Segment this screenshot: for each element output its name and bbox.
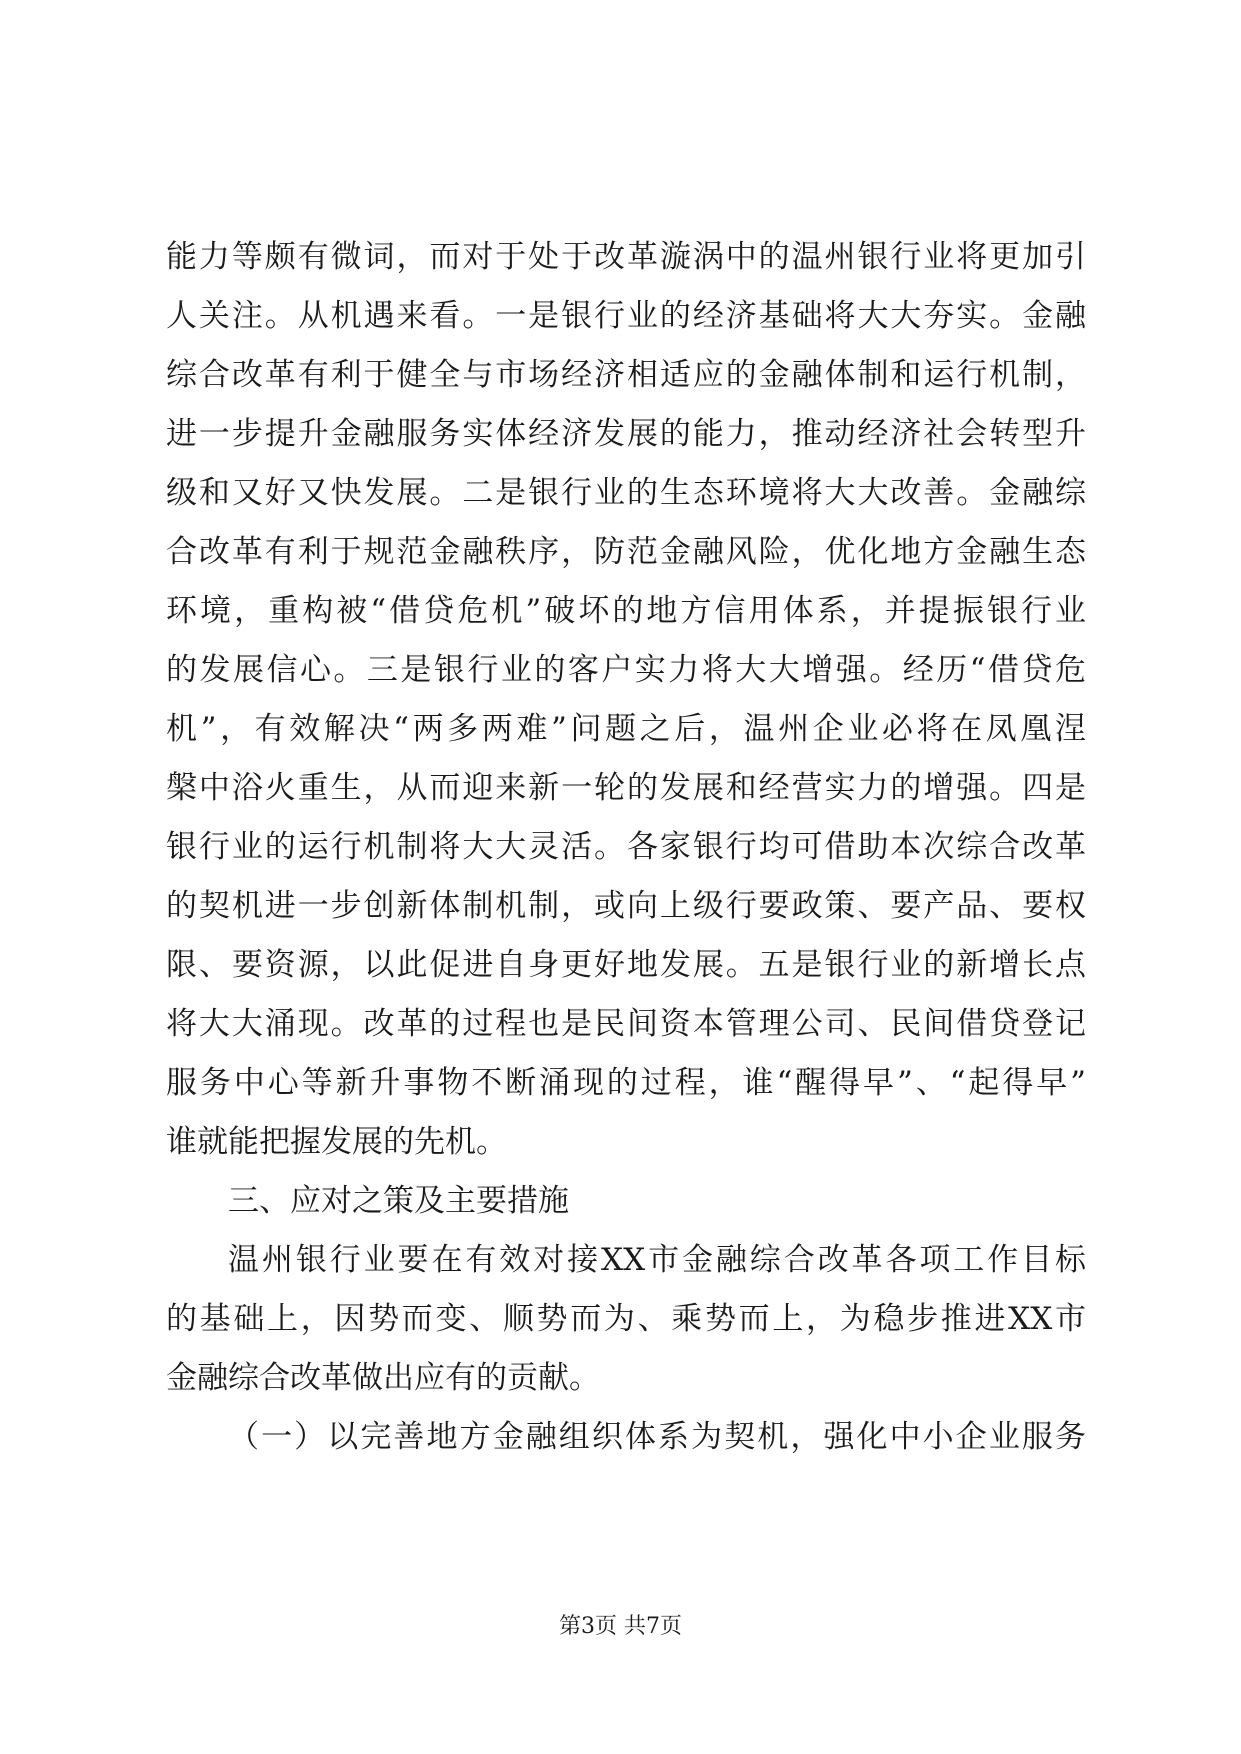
paragraph-line: 机”，有效解决“两多两难”问题之后，温州企业必将在凤凰涅 [166,711,1086,747]
section-heading: 三、应对之策及主要措施 [228,1183,569,1219]
page-number: 第3页 共7页 [559,1614,682,1639]
paragraph-line: 人关注。从机遇来看。一是银行业的经济基础将大大夯实。金融 [166,298,1086,334]
paragraph-line: 能力等颇有微词，而对于处于改革漩涡中的温州银行业将更加引 [166,239,1086,275]
subsection-heading: （一）以完善地方金融组织体系为契机，强化中小企业服务 [228,1419,1086,1455]
paragraph-line: 温州银行业要在有效对接XX市金融综合改革各项工作目标 [228,1242,1086,1278]
paragraph-line: 金融综合改革做出应有的贡献。 [166,1360,600,1396]
paragraph-line: 限、要资源，以此促进自身更好地发展。五是银行业的新增长点 [166,947,1086,983]
paragraph-line: 进一步提升金融服务实体经济发展的能力，推动经济社会转型升 [166,416,1086,452]
paragraph-line: 合改革有利于规范金融秩序，防范金融风险，优化地方金融生态 [166,534,1086,570]
paragraph-line: 槃中浴火重生，从而迎来新一轮的发展和经营实力的增强。四是 [166,770,1086,806]
paragraph-line: 服务中心等新升事物不断涌现的过程，谁“醒得早”、“起得早” [166,1065,1086,1101]
paragraph-line: 将大大涌现。改革的过程也是民间资本管理公司、民间借贷登记 [166,1006,1086,1042]
paragraph-line: 谁就能把握发展的先机。 [166,1124,507,1160]
paragraph-line: 综合改革有利于健全与市场经济相适应的金融体制和运行机制， [166,357,1086,393]
paragraph-line: 环境，重构被“借贷危机”破坏的地方信用体系，并提振银行业 [166,593,1086,629]
paragraph-line: 的基础上，因势而变、顺势而为、乘势而上，为稳步推进XX市 [166,1301,1086,1337]
paragraph-line: 的契机进一步创新体制机制，或向上级行要政策、要产品、要权 [166,888,1086,924]
paragraph-line: 级和又好又快发展。二是银行业的生态环境将大大改善。金融综 [166,475,1086,511]
document-body [166,228,1086,1467]
paragraph-line: 银行业的运行机制将大大灵活。各家银行均可借助本次综合改革 [166,829,1086,865]
paragraph-line: 的发展信心。三是银行业的客户实力将大大增强。经历“借贷危 [166,652,1086,688]
